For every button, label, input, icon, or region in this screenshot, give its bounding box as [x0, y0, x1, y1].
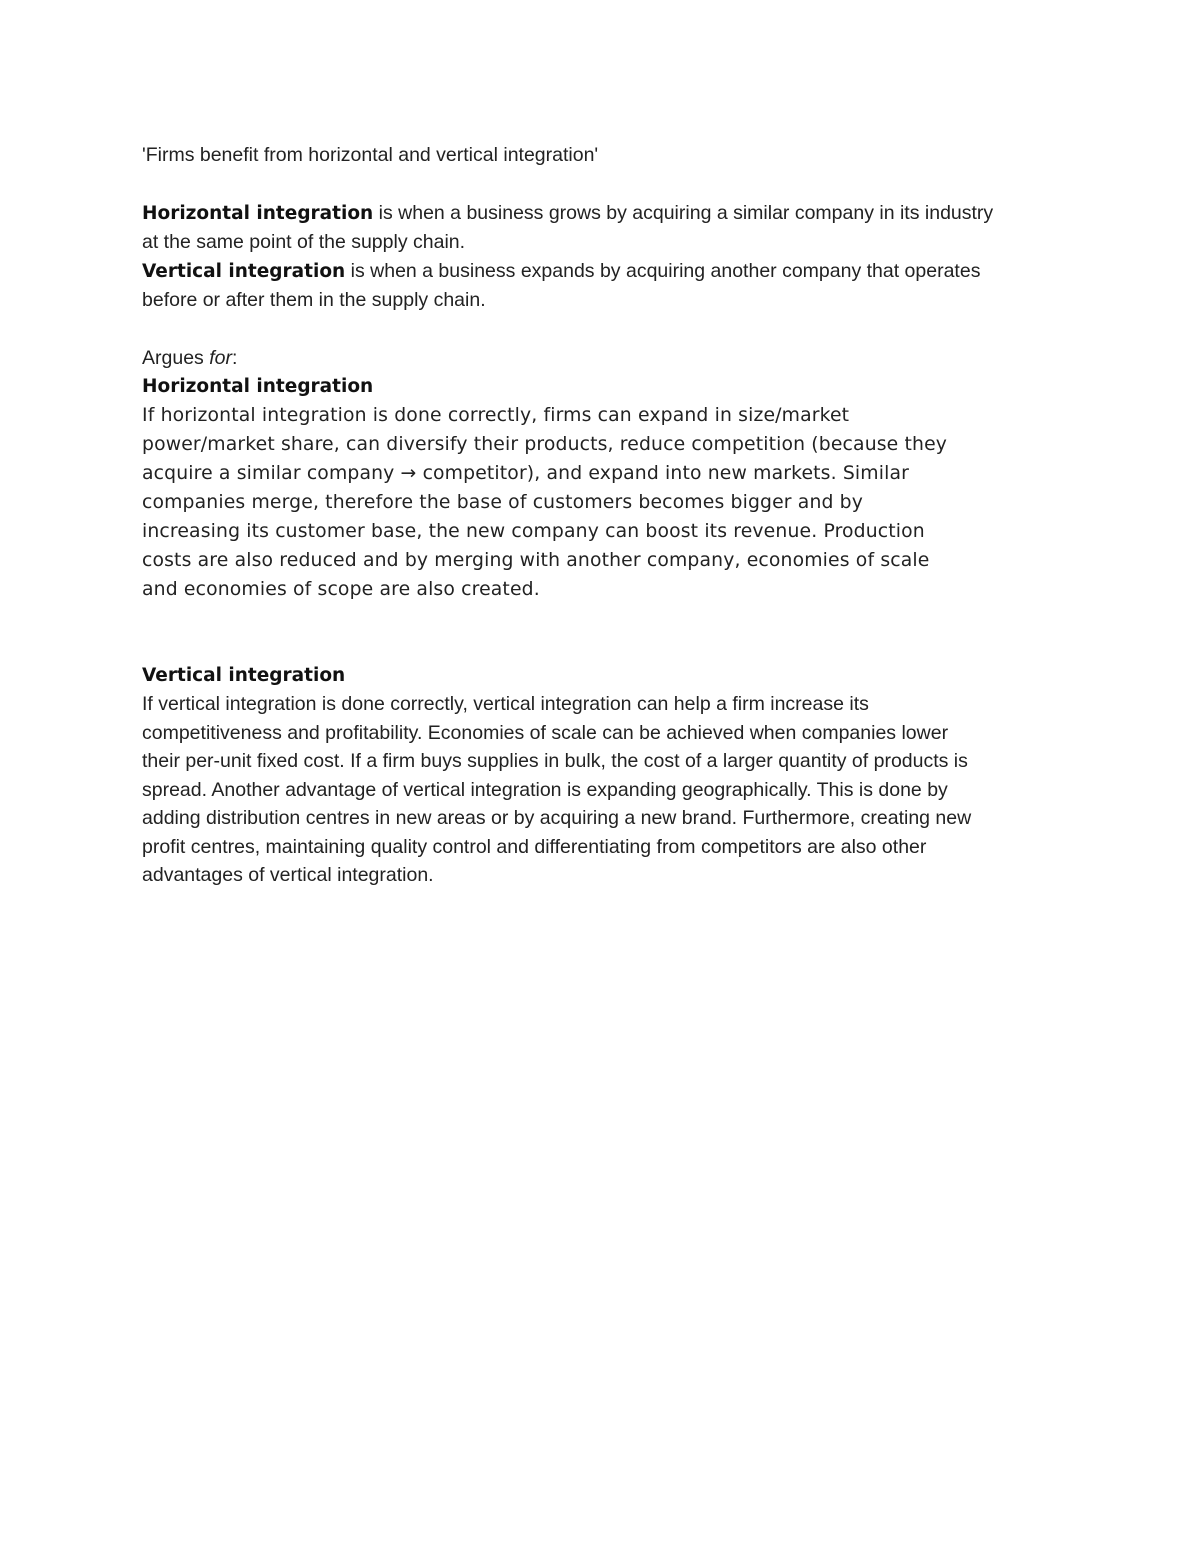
horizontal-paragraph-line: and economies of scope are also created. [142, 579, 540, 600]
vertical-definition-text-1: is when a business expands by acquiring another company that operates [345, 259, 981, 282]
horizontal-paragraph-line: acquire a similar company → competitor), and expand into new markets. Similar [142, 463, 910, 484]
argues-suffix: : [231, 346, 238, 369]
horizontal-definition-term: Horizontal integration [142, 202, 374, 224]
argues-emphasis: for [209, 346, 232, 369]
document-page [142, 141, 1082, 890]
vertical-section-heading: Vertical integration [142, 665, 346, 686]
spacer [142, 315, 1082, 344]
horizontal-paragraph-line: costs are also reduced and by merging with another company, economies of scale [142, 550, 930, 571]
horizontal-paragraph-line: If horizontal integration is done correctly, firms can expand in size/market [142, 405, 850, 426]
horizontal-definition-text-1: is when a business grows by acquiring a similar company in its industry [373, 201, 994, 224]
document-title: 'Firms benefit from horizontal and vertical integration' [142, 144, 599, 166]
vertical-paragraph-line: If vertical integration is done correctly, vertical integration can help a firm increase its [142, 693, 869, 715]
spacer [142, 604, 1082, 661]
vertical-paragraph-line: advantages of vertical integration. [142, 864, 434, 886]
vertical-paragraph-line: adding distribution centres in new areas or by acquiring a new brand. Furthermore, creating new [142, 807, 972, 829]
spacer [142, 170, 1082, 199]
vertical-paragraph-line: spread. Another advantage of vertical integration is expanding geographically. This is done by [142, 778, 948, 801]
horizontal-paragraph-line: companies merge, therefore the base of customers becomes bigger and by [142, 492, 864, 513]
vertical-definition-term: Vertical integration [142, 260, 346, 282]
vertical-paragraph-line: competitiveness and profitability. Economies of scale can be achieved when companies lower [142, 721, 949, 744]
vertical-paragraph-line: profit centres, maintaining quality control and differentiating from competitors are also other [142, 835, 927, 858]
vertical-definition-line-2: before or after them in the supply chain. [142, 289, 486, 311]
horizontal-paragraph-line: increasing its customer base, the new company can boost its revenue. Production [142, 521, 925, 542]
horizontal-paragraph-line: power/market share, can diversify their products, reduce competition (because they [142, 434, 948, 455]
horizontal-definition-line-2: at the same point of the supply chain. [142, 231, 466, 253]
vertical-definition-line-1 [142, 257, 1082, 287]
argues-prefix: Argues [142, 346, 210, 369]
vertical-paragraph-line: their per-unit fixed cost. If a firm buys supplies in bulk, the cost of a larger quantity of products is [142, 750, 968, 772]
horizontal-section-heading: Horizontal integration [142, 376, 374, 397]
argues-for-label [142, 344, 1082, 373]
horizontal-definition-line-1 [142, 199, 1082, 229]
